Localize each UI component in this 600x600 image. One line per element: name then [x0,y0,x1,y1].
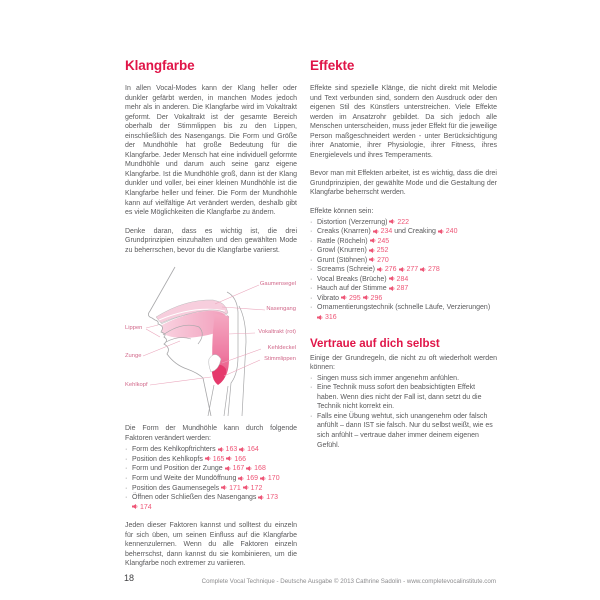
speaker-icon [363,295,369,300]
list-item-text: Form und Position der Zunge 167 168 [132,465,266,473]
klangfarbe-paragraph-2: Denke daran, dass es wichtig ist, die drei Grundprinzipien einzuhalten und den gewählten Mode zu beherrschen, bevor du die Klangfarbe variierst. [125,227,297,254]
neck-back-line [239,306,246,416]
left-column [125,58,297,578]
list-item-text: Eine Technik muss sofort den beabsichtigten Effekt haben. Wenn dies nicht der Fall ist, dann setzt du die Technik nicht korrekt ein. [317,384,482,411]
speaker-icon [225,466,231,471]
vocal-tract-diagram [125,264,297,416]
list-item-text: Hauch auf der Stimme 287 [317,285,409,293]
audio-example-ref [205,456,225,463]
list-item [310,284,497,294]
section-heading-vertraue: Vertraue auf dich selbst [310,337,440,350]
trachea-back-line [224,386,228,416]
audio-track-number: 277 [406,266,419,274]
trachea-front-line [208,385,214,416]
speaker-icon [341,295,347,300]
list-item-text: Position des Gaumensegels 171 172 [132,484,263,492]
speaker-icon [438,229,444,234]
list-item-text: Position des Kehlkopfs 165 166 [132,455,246,463]
list-item-text: Form und Weite der Mundöffnung 169 170 [132,475,280,483]
speaker-icon [239,447,245,452]
speaker-icon [218,447,224,452]
diagram-label-gaumensegel: Gaumensegel [259,281,296,288]
speaker-icon [399,267,405,272]
klangfarbe-paragraph-3: Jeden dieser Faktoren kannst und solltest du einzeln für sich üben, um seinen Einfluss auf die Klangfarbe kennenzulernen. Wenn du alle Faktoren einzeln beherrschst, dann kannst du sie kombinieren, um die Klangfarbe noch extremer zu variieren. [125,522,297,568]
audio-track-number: 295 [348,294,361,302]
bullet-marker: · [125,465,128,473]
audio-track-number: 276 [384,266,397,274]
effects-list-intro: Effekte können sein: [310,208,374,216]
speaker-icon [369,248,375,253]
audio-track-number: 169 [246,475,258,483]
audio-example-ref [226,456,246,463]
diagram-label-lippen: Lippen [125,325,143,332]
audio-example-ref [377,266,397,273]
audio-example-ref [370,238,390,245]
bullet-marker: · [125,494,128,502]
audio-example-ref [420,266,440,273]
list-item-text: Screams (Schreie) 276 277 278 [317,266,440,274]
list-item [310,227,497,237]
audio-track-number: 167 [232,465,245,473]
audio-track-number: 163 [225,446,238,454]
speaker-icon [420,267,426,272]
list-item [125,474,297,484]
list-item [125,484,297,494]
speaker-icon [373,229,379,234]
diagram-label-zunge: Zunge [125,353,142,360]
speaker-icon [389,219,395,224]
trust-list [310,374,497,450]
audio-track-number: 166 [234,455,246,463]
audio-track-number: 284 [396,275,409,283]
audio-example-ref [258,494,278,501]
audio-example-ref [438,228,458,235]
audio-example-ref [373,228,393,235]
speaker-icon [243,485,249,490]
speaker-icon [258,495,264,500]
speaker-icon [369,257,375,262]
audio-track-number: 316 [324,314,337,322]
list-item [310,303,497,322]
audio-example-ref [239,446,259,453]
bullet-marker: · [125,446,128,454]
audio-example-ref [238,475,258,482]
audio-track-number: 165 [212,455,225,463]
section-heading-effekte: Effekte [310,58,355,73]
list-item [125,445,297,455]
speaker-icon [389,286,395,291]
diagram-label-nasengang: Nasengang [266,306,296,313]
effekte-paragraph-1: Effekte sind spezielle Klänge, die nicht direkt mit Melodie und Text verbunden sind, sondern den Ausdruck oder den eigenen Stil des Künstlers unterstreichen. Viele Effekte werden im Ansatzrohr gebildet. Da sich jedoch alle Menschen unterscheiden, muss jeder Effekt für die jeweilige Person maßgeschneidert werden - unter Berücksichtigung ihrer Anatomie, ihrer Physiologie, ihrer Fitness, ihres Energielevels und ihres Temperaments. [310,85,497,159]
bullet-marker: · [125,455,128,463]
speaker-icon [205,456,211,461]
bullet-marker: · [310,374,313,382]
audio-track-number: 252 [376,247,389,255]
diagram-label-kehlkopf: Kehlkopf [125,382,148,389]
diagram-label-vokaltrakt: Vokaltrakt (rot) [258,329,296,336]
diagram-label-kehldeckel: Kehldeckel [267,345,296,352]
audio-track-number: 234 [380,228,393,236]
bullet-marker: · [310,228,313,236]
list-item-text: Ornamentierungstechnik (schnelle Läufe, Verzierungen) 316 [317,304,491,322]
audio-track-number: 173 [266,494,278,502]
audio-example-ref [246,465,266,472]
list-item-text: Falls eine Übung wehtut, sich unangenehm oder falsch anfühlt – dann IST sie falsch. Nur du selbst weißt, wie es sich anfühlt – vertraue daher immer deinem eigenen Gefühl. [317,412,493,449]
list-item [310,275,497,285]
list-item-text: Distortion (Verzerrung) 222 [317,218,409,226]
audio-example-ref [218,446,238,453]
bullet-marker: · [310,218,313,226]
list-item-text: Grunt (Stöhnen) 270 [317,256,389,264]
effects-list [310,218,497,323]
audio-track-number: 240 [445,228,458,236]
list-item-text: Growl (Knurren) 252 [317,247,389,255]
effekte-paragraph-2: Bevor man mit Effekten arbeitet, ist es wichtig, dass die drei Grundprinzipien, der gewählte Mode und die Gestaltung der Klangfarbe beherrscht werden. [310,170,497,197]
bullet-marker: · [310,237,313,245]
list-item [310,412,497,450]
bullet-marker: · [310,304,313,312]
list-item [310,256,497,266]
right-column [310,58,497,459]
list-item [125,464,297,474]
audio-track-number: 164 [247,446,259,454]
audio-track-number: 170 [267,475,280,483]
bullet-marker: · [310,275,313,283]
factors-intro: Die Form der Mundhöhle kann durch folgende Faktoren verändert werden: [125,425,297,442]
speaker-icon [389,276,395,281]
bullet-marker: · [125,475,128,483]
speaker-icon [370,238,376,243]
audio-track-number: 171 [229,484,241,492]
trust-intro: Einige der Grundregeln, die nicht zu oft wiederholt werden können: [310,354,497,372]
audio-example-ref [399,266,419,273]
list-item [125,493,297,512]
speaker-icon [221,485,227,490]
page-number: 18 [124,573,135,583]
audio-example-ref [389,285,409,292]
list-item [310,265,497,275]
bullet-marker: · [310,285,313,293]
audio-example-ref [243,485,263,492]
list-item-text: Vocal Breaks (Brüche) 284 [317,275,409,283]
audio-track-number: 168 [254,465,266,473]
audio-example-ref [363,295,383,302]
audio-track-number: 296 [370,294,383,302]
audio-example-ref [317,314,337,321]
list-item [310,218,497,228]
section-heading-klangfarbe: Klangfarbe [125,58,195,73]
speaker-icon [226,456,232,461]
list-item [310,383,497,412]
speaker-icon [260,476,266,481]
audio-track-number: 287 [396,285,409,293]
list-item-text: Öffnen oder Schließen des Nasengangs 173 174 [132,494,278,511]
list-item [125,455,297,465]
audio-example-ref [221,485,241,492]
audio-example-ref [369,247,389,254]
audio-track-number: 278 [428,266,440,274]
audio-track-number: 172 [250,484,263,492]
speaker-icon [132,504,138,509]
list-item-text: Form des Kehlkopftrichters 163 164 [132,446,259,454]
list-item-text: Creaks (Knarren) 234 und Creaking 240 [317,228,458,236]
audio-example-ref [389,219,409,226]
klangfarbe-paragraph-1: In allen Vocal-Modes kann der Klang heller oder dunkler gefärbt werden, in manchen Modes jedoch mehr als in anderen. Die Klangfarbe wird im Vokaltrakt geformt. Der Vokaltrakt ist der gesamte Bereich oberhalb der Stimmlippen bis zu den Lippen, einschließlich des Nasengangs. Die Form und Größe der Mundhöhle hat große Bedeutung für die Klangfarbe. Jeder Mensch hat eine individuell geformte Mundhöhle und darum auch seine ganz eigene Klangfarbe. Ist die Mundhöhle groß, dann ist der Klang dunkler und voller, bei einer kleinen Mundhöhle ist die Klangfarbe heller und feiner. Die Form der Mundhöhle kann auf vielfältige Art verändert werden, deshalb gibt es viele Möglichkeiten die Klangfarbe zu ändern. [125,85,297,217]
audio-example-ref [369,257,389,264]
bullet-marker: · [310,256,313,264]
list-item [310,246,497,256]
list-item-text: Rattle (Röcheln) 245 [317,237,390,245]
audio-track-number: 222 [397,218,409,226]
bullet-marker: · [310,266,313,274]
list-item [310,294,497,304]
audio-example-ref [389,276,409,283]
audio-track-number: 245 [377,237,390,245]
factors-list [125,445,297,512]
audio-example-ref [260,475,280,482]
bullet-marker: · [310,247,313,255]
bullet-marker: · [310,412,313,420]
audio-example-ref [341,295,361,302]
bullet-marker: · [125,484,128,492]
audio-track-number: 174 [139,503,152,511]
speaker-icon [377,267,383,272]
speaker-icon [238,476,244,481]
audio-track-number: 270 [377,256,389,264]
face-profile-line [148,267,211,416]
list-item [310,237,497,247]
speaker-icon [246,466,252,471]
speaker-icon [317,315,323,320]
audio-example-ref [225,465,245,472]
bullet-marker: · [310,294,313,302]
bullet-marker: · [310,384,313,392]
list-item-text: Vibrato 295 296 [317,294,383,302]
footer-credit: Complete Vocal Technique - Deutsche Ausgabe © 2013 Cathrine Sadolin - www.completevocalinstitute.com [201,578,496,585]
audio-example-ref [132,504,152,511]
diagram-label-stimmlippen: Stimmlippen [264,356,296,363]
list-item-text: Singen muss sich immer angenehm anfühlen. [317,374,460,382]
list-item [310,374,497,384]
